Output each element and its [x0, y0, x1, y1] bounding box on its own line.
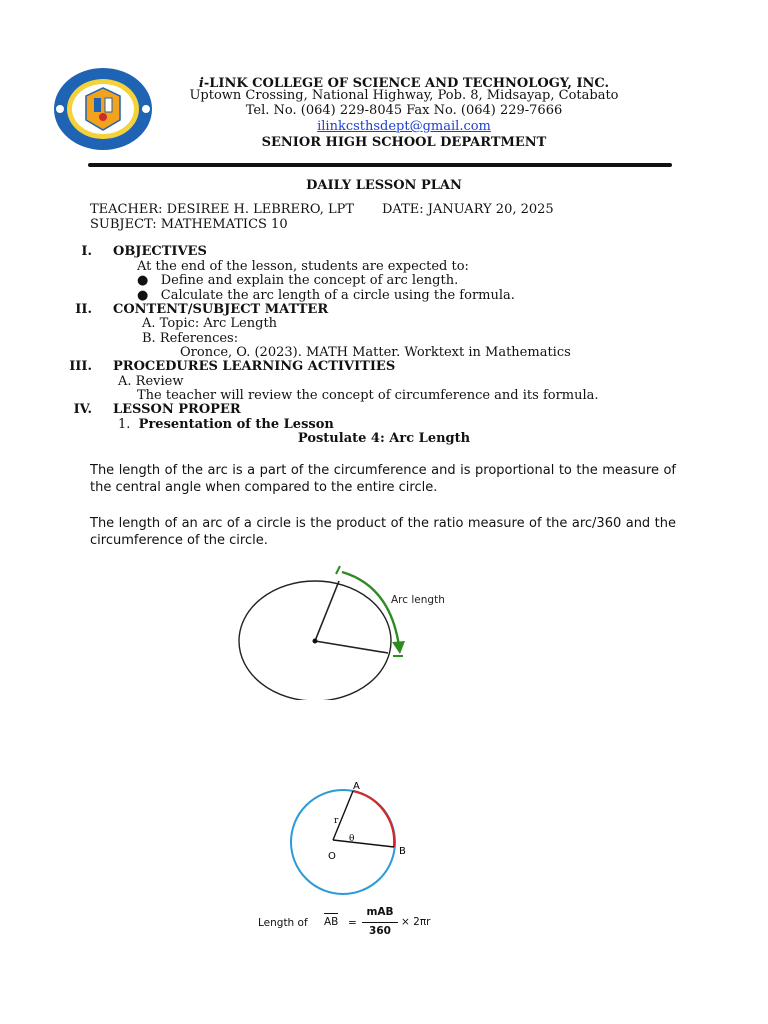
formula-denominator: 360: [369, 925, 391, 937]
fraction-bar: [362, 922, 398, 923]
radius-line: [315, 581, 339, 641]
section-3-number: III.: [69, 359, 92, 374]
radius-label: r: [334, 816, 339, 826]
objective-bullet: ● Calculate the arc length of a circle using the formula.: [137, 288, 515, 303]
radius-line: [315, 641, 388, 653]
topic-line: A. Topic: Arc Length: [142, 316, 278, 331]
point-a-label: A: [353, 781, 360, 792]
section-2-title: CONTENT/SUBJECT MATTER: [113, 302, 329, 317]
arrow-head: [392, 641, 405, 654]
arc-length-diagram: [230, 560, 470, 700]
department-title: SENIOR HIGH SCHOOL DEPARTMENT: [261, 135, 547, 150]
formula-arc-symbol: AB: [324, 913, 338, 928]
section-2-number: II.: [75, 302, 92, 317]
radius-line: [333, 840, 394, 847]
objectives-intro: At the end of the lesson, students are expected to:: [137, 259, 469, 274]
arc-length-label: Arc length: [391, 594, 445, 606]
section-1-number: I.: [81, 244, 92, 259]
section-3-title: PROCEDURES LEARNING ACTIVITIES: [113, 359, 396, 374]
center-point: [313, 639, 318, 644]
review-line: A. Review: [118, 374, 184, 389]
highlighted-arc: [353, 791, 394, 847]
college-name: i-LINK COLLEGE OF SCIENCE AND TECHNOLOGY, INC.: [198, 76, 610, 91]
formula-prefix: Length of: [258, 917, 308, 929]
references-line: B. References:: [142, 331, 239, 346]
paragraph-arc-definition: The length of an arc of a circle is the product of the ratio measure of the arc/360 and the circumference of the circle.: [90, 516, 676, 548]
arc-length-formula: [258, 906, 458, 942]
objective-bullet: ● Define and explain the concept of arc length.: [137, 273, 459, 288]
paragraph-arc-proportion: The length of the arc is a part of the circumference and is proportional to the measure of the central angle when compared to the entire circle.: [90, 463, 676, 495]
arc-formula-diagram: [270, 775, 440, 895]
email-line: [20, 119, 768, 134]
section-1-title: OBJECTIVES: [113, 244, 207, 259]
email-link[interactable]: ilinkcsthsdept@gmail.com: [317, 119, 491, 134]
equals-sign: =: [348, 917, 357, 929]
review-text: The teacher will review the concept of circumference and its formula.: [137, 388, 599, 403]
section-4-number: IV.: [73, 402, 92, 417]
center-label: O: [328, 851, 336, 862]
postulate-heading: Postulate 4: Arc Length: [297, 431, 471, 446]
reference-entry: Oronce, O. (2023). MATH Matter. Worktext in Mathematics: [180, 345, 571, 360]
arc-tick: [336, 566, 340, 574]
teacher-line: TEACHER: DESIREE H. LEBRERO, LPT: [90, 202, 355, 217]
college-address: Uptown Crossing, National Highway, Pob. 8, Midsayap, Cotabato: [189, 88, 619, 103]
formula-tail: × 2πr: [401, 916, 431, 928]
header-divider: [88, 163, 672, 167]
doc-title: DAILY LESSON PLAN: [306, 178, 462, 193]
formula-numerator: mAB: [366, 906, 394, 918]
date-line: DATE: JANUARY 20, 2025: [382, 202, 554, 217]
point-b-label: B: [399, 846, 406, 857]
lesson-item: 1. Presentation of the Lesson: [118, 417, 334, 432]
college-phone: Tel. No. (064) 229-8045 Fax No. (064) 229-7666: [245, 103, 563, 118]
subject-line: SUBJECT: MATHEMATICS 10: [90, 217, 288, 232]
theta-label: θ: [349, 834, 355, 844]
section-4-title: LESSON PROPER: [113, 402, 241, 417]
